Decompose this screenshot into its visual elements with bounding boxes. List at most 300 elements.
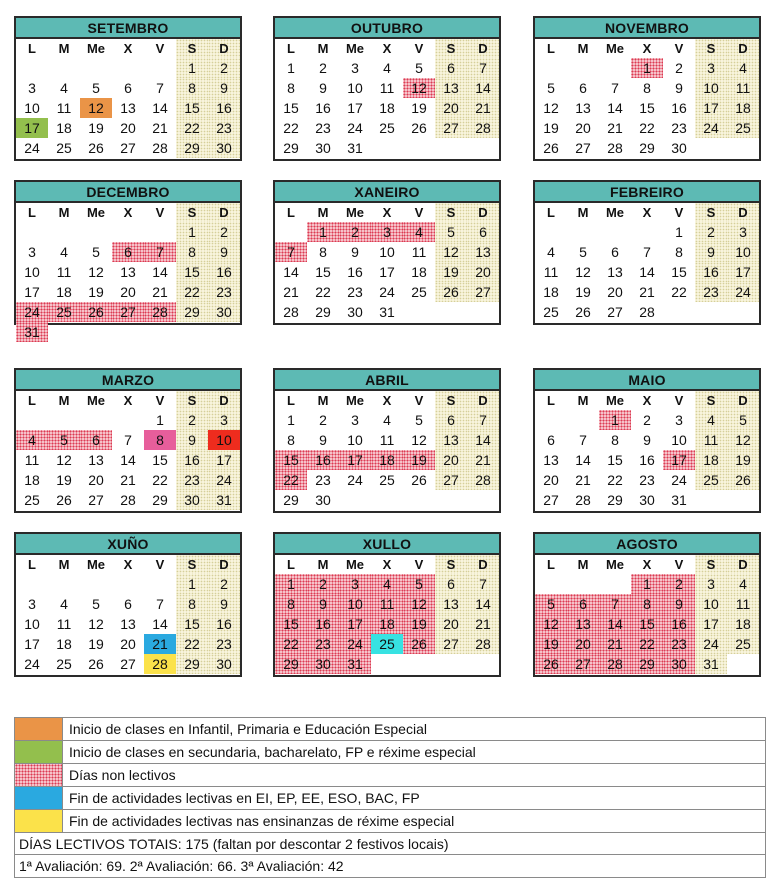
day-cell: 17	[339, 614, 371, 634]
day-cell: 26	[80, 302, 112, 322]
day-cell: 27	[120, 656, 136, 672]
day-cell: 22	[631, 634, 663, 654]
day-cell: 30	[347, 304, 363, 320]
weekday-label: D	[467, 203, 499, 222]
day-cell: 4	[547, 244, 555, 260]
day-cell: 22	[176, 118, 208, 138]
day-cell: 27	[607, 304, 623, 320]
day-cell: 28	[144, 654, 176, 674]
day-cell: 31	[347, 140, 363, 156]
day-cell: 19	[88, 636, 104, 652]
day-cell: 24	[727, 282, 759, 302]
day-cell: 24	[671, 472, 687, 488]
day-cell: 29	[176, 654, 208, 674]
day-cell: 9	[675, 80, 683, 96]
day-cell: 4	[383, 60, 391, 76]
weekday-label: L	[547, 41, 555, 56]
day-cell: 10	[24, 264, 40, 280]
weekday-label: M	[58, 557, 70, 572]
day-cell: 24	[24, 140, 40, 156]
day-cell: 30	[176, 490, 208, 510]
day-cell: 3	[675, 412, 683, 428]
day-cell: 3	[208, 410, 240, 430]
day-cell: 14	[467, 430, 499, 450]
weekday-label: L	[28, 393, 36, 408]
weekday-label: L	[547, 393, 555, 408]
weekday-label: Me	[345, 557, 365, 572]
day-cell: 11	[411, 244, 427, 260]
day-cell: 25	[48, 302, 80, 322]
day-cell: 14	[152, 264, 168, 280]
day-cell: 23	[176, 470, 208, 490]
day-cell: 7	[467, 410, 499, 430]
day-cell: 9	[319, 432, 327, 448]
legend-swatch-green	[15, 741, 63, 763]
day-cell: 25	[411, 284, 427, 300]
total-days-note: DÍAS LECTIVOS TOTAIS: 175 (faltan por descontar 2 festivos locais)	[15, 833, 765, 855]
empty-cell	[567, 58, 599, 78]
day-cell: 11	[379, 80, 395, 96]
day-cell: 2	[695, 222, 727, 242]
weekday-label: S	[435, 555, 467, 574]
month-novembro	[533, 16, 761, 161]
day-cell: 6	[547, 432, 555, 448]
day-cell: 8	[631, 594, 663, 614]
empty-cell	[112, 222, 144, 242]
empty-cell	[535, 410, 567, 430]
day-cell: 3	[695, 574, 727, 594]
day-cell: 18	[371, 450, 403, 470]
day-cell: 1	[631, 58, 663, 78]
weekday-label: X	[382, 557, 392, 572]
day-cell: 17	[208, 450, 240, 470]
day-cell: 25	[24, 492, 40, 508]
empty-cell	[16, 410, 48, 430]
weekday-label: M	[577, 205, 589, 220]
day-cell: 25	[56, 140, 72, 156]
weekday-label: D	[467, 39, 499, 58]
day-cell: 19	[535, 634, 567, 654]
day-cell: 9	[663, 594, 695, 614]
day-cell: 27	[543, 492, 559, 508]
month-title: NOVEMBRO	[535, 18, 759, 39]
day-cell: 23	[695, 282, 727, 302]
weekday-label: D	[208, 203, 240, 222]
day-cell: 24	[347, 120, 363, 136]
day-cell: 4	[16, 430, 48, 450]
day-cell: 2	[675, 60, 683, 76]
day-cell: 5	[727, 410, 759, 430]
day-cell: 26	[411, 120, 427, 136]
day-cell: 13	[607, 264, 623, 280]
weekday-label: M	[58, 205, 70, 220]
weekday-label: D	[208, 39, 240, 58]
month-title: OUTUBRO	[275, 18, 499, 39]
day-cell: 3	[727, 222, 759, 242]
weekday-label: L	[28, 205, 36, 220]
weekday-label: V	[155, 393, 165, 408]
legend-swatch-orange	[15, 718, 63, 740]
empty-cell	[112, 410, 144, 430]
month-title: XULLO	[275, 534, 499, 555]
day-cell: 22	[607, 472, 623, 488]
weekday-label: M	[317, 557, 329, 572]
legend-item	[15, 764, 765, 787]
day-cell: 2	[319, 412, 327, 428]
month-xaneiro	[273, 180, 501, 325]
day-cell: 24	[347, 472, 363, 488]
day-cell: 16	[639, 452, 655, 468]
legend-swatch-blue	[15, 787, 63, 809]
day-cell: 6	[467, 222, 499, 242]
day-cell: 21	[467, 450, 499, 470]
day-cell: 22	[315, 284, 331, 300]
empty-cell	[535, 58, 567, 78]
day-cell: 5	[48, 430, 80, 450]
weekday-label: V	[674, 41, 684, 56]
day-cell: 20	[88, 472, 104, 488]
day-cell: 18	[695, 450, 727, 470]
day-cell: 20	[435, 450, 467, 470]
weekday-label: X	[642, 41, 652, 56]
day-cell: 6	[567, 594, 599, 614]
month-abril	[273, 368, 501, 513]
day-cell: 2	[208, 58, 240, 78]
day-cell: 28	[599, 654, 631, 674]
day-cell: 29	[283, 140, 299, 156]
day-cell: 15	[671, 264, 687, 280]
legend-label: Días non lectivos	[69, 767, 176, 783]
day-cell: 20	[467, 262, 499, 282]
day-cell: 3	[28, 80, 36, 96]
day-cell: 14	[152, 616, 168, 632]
weekday-label: L	[547, 205, 555, 220]
day-cell: 15	[315, 264, 331, 280]
day-cell: 31	[379, 304, 395, 320]
day-cell: 19	[435, 262, 467, 282]
day-cell: 13	[435, 78, 467, 98]
day-cell: 17	[347, 100, 363, 116]
day-cell: 20	[435, 98, 467, 118]
day-cell: 12	[80, 98, 112, 118]
day-cell: 19	[543, 120, 559, 136]
legend-label: Inicio de clases en secundaria, bacharelato, FP e réxime especial	[69, 744, 476, 760]
day-cell: 31	[208, 490, 240, 510]
empty-cell	[567, 222, 599, 242]
day-cell: 21	[283, 284, 299, 300]
day-cell: 18	[727, 98, 759, 118]
day-cell: 18	[727, 614, 759, 634]
weekday-label: M	[317, 41, 329, 56]
weekday-label: V	[155, 41, 165, 56]
empty-cell	[535, 574, 567, 594]
weekday-label: V	[155, 205, 165, 220]
day-cell: 8	[287, 432, 295, 448]
weekday-label: X	[642, 205, 652, 220]
day-cell: 5	[92, 596, 100, 612]
day-cell: 17	[663, 450, 695, 470]
day-cell: 13	[467, 242, 499, 262]
day-cell: 9	[176, 430, 208, 450]
month-title: FEBREIRO	[535, 182, 759, 203]
weekday-label: D	[727, 203, 759, 222]
weekday-label: M	[577, 41, 589, 56]
day-cell: 7	[599, 594, 631, 614]
day-cell: 17	[727, 262, 759, 282]
weekday-label: S	[435, 39, 467, 58]
day-cell: 9	[208, 594, 240, 614]
day-cell: 14	[120, 452, 136, 468]
day-cell: 2	[307, 574, 339, 594]
day-cell: 28	[144, 302, 176, 322]
day-cell: 21	[575, 472, 591, 488]
day-cell: 8	[675, 244, 683, 260]
day-cell: 15	[639, 100, 655, 116]
weekday-label: M	[317, 393, 329, 408]
day-cell: 6	[435, 58, 467, 78]
day-cell: 30	[639, 492, 655, 508]
day-cell: 17	[16, 118, 48, 138]
day-cell: 21	[607, 120, 623, 136]
day-cell: 2	[643, 412, 651, 428]
day-cell: 23	[315, 472, 331, 488]
day-cell: 10	[727, 242, 759, 262]
day-cell: 6	[435, 574, 467, 594]
empty-cell	[535, 222, 567, 242]
day-cell: 13	[120, 264, 136, 280]
empty-cell	[16, 58, 48, 78]
day-cell: 4	[60, 244, 68, 260]
day-cell: 16	[208, 614, 240, 634]
weekday-label: S	[435, 391, 467, 410]
empty-cell	[112, 574, 144, 594]
month-title: SETEMBRO	[16, 18, 240, 39]
day-cell: 1	[275, 574, 307, 594]
month-title: MARZO	[16, 370, 240, 391]
day-cell: 15	[283, 100, 299, 116]
day-cell: 7	[144, 242, 176, 262]
weekday-label: Me	[605, 393, 625, 408]
day-cell: 26	[543, 140, 559, 156]
weekday-label: S	[176, 203, 208, 222]
day-cell: 23	[347, 284, 363, 300]
legend-item	[15, 787, 765, 810]
day-cell: 11	[543, 264, 559, 280]
day-cell: 4	[371, 574, 403, 594]
day-cell: 25	[371, 634, 403, 654]
weekday-label: V	[155, 557, 165, 572]
empty-cell	[599, 222, 631, 242]
day-cell: 28	[575, 492, 591, 508]
day-cell: 9	[695, 242, 727, 262]
day-cell: 22	[275, 470, 307, 490]
day-cell: 20	[575, 120, 591, 136]
day-cell: 15	[176, 98, 208, 118]
month-maio	[533, 368, 761, 513]
empty-cell	[48, 222, 80, 242]
day-cell: 17	[339, 450, 371, 470]
day-cell: 29	[639, 140, 655, 156]
weekday-label: V	[414, 205, 424, 220]
day-cell: 12	[727, 430, 759, 450]
day-cell: 21	[467, 614, 499, 634]
empty-cell	[144, 222, 176, 242]
day-cell: 16	[663, 614, 695, 634]
day-cell: 17	[24, 284, 40, 300]
day-cell: 27	[567, 654, 599, 674]
weekday-label: Me	[345, 205, 365, 220]
weekday-label: D	[208, 555, 240, 574]
day-cell: 12	[543, 100, 559, 116]
day-cell: 14	[607, 100, 623, 116]
weekday-label: V	[674, 393, 684, 408]
day-cell: 4	[383, 412, 391, 428]
day-cell: 7	[156, 596, 164, 612]
day-cell: 4	[60, 80, 68, 96]
day-cell: 5	[92, 80, 100, 96]
day-cell: 12	[535, 614, 567, 634]
day-cell: 3	[351, 412, 359, 428]
day-cell: 13	[543, 452, 559, 468]
day-cell: 29	[152, 492, 168, 508]
legend-label: Fin de actividades lectivas nas ensinanzas de réxime especial	[69, 813, 455, 829]
day-cell: 3	[339, 574, 371, 594]
day-cell: 9	[319, 80, 327, 96]
day-cell: 13	[88, 452, 104, 468]
day-cell: 3	[695, 58, 727, 78]
month-febreiro	[533, 180, 761, 325]
day-cell: 30	[315, 140, 331, 156]
day-cell: 11	[56, 100, 72, 116]
day-cell: 14	[599, 614, 631, 634]
day-cell: 10	[339, 594, 371, 614]
day-cell: 6	[435, 410, 467, 430]
day-cell: 23	[663, 634, 695, 654]
day-cell: 31	[339, 654, 371, 674]
empty-cell	[112, 58, 144, 78]
weekday-label: Me	[605, 205, 625, 220]
weekday-label: M	[58, 393, 70, 408]
day-cell: 14	[575, 452, 591, 468]
day-cell: 1	[675, 224, 683, 240]
legend-item	[15, 810, 765, 833]
day-cell: 13	[120, 100, 136, 116]
weekday-label: S	[176, 555, 208, 574]
weekday-label: S	[695, 39, 727, 58]
day-cell: 16	[208, 262, 240, 282]
day-cell: 10	[24, 616, 40, 632]
day-cell: 18	[56, 636, 72, 652]
day-cell: 28	[152, 140, 168, 156]
day-cell: 8	[176, 242, 208, 262]
day-cell: 29	[176, 302, 208, 322]
day-cell: 12	[88, 616, 104, 632]
day-cell: 20	[435, 614, 467, 634]
day-cell: 29	[631, 654, 663, 674]
day-cell: 16	[307, 614, 339, 634]
weekday-label: S	[695, 203, 727, 222]
day-cell: 12	[575, 264, 591, 280]
day-cell: 22	[176, 634, 208, 654]
day-cell: 31	[671, 492, 687, 508]
day-cell: 21	[152, 120, 168, 136]
day-cell: 14	[283, 264, 299, 280]
day-cell: 9	[208, 78, 240, 98]
day-cell: 5	[403, 574, 435, 594]
legend-swatch-dotted	[15, 764, 63, 786]
day-cell: 16	[307, 450, 339, 470]
month-xuño	[14, 532, 242, 677]
day-cell: 10	[379, 244, 395, 260]
day-cell: 6	[112, 242, 144, 262]
day-cell: 23	[307, 634, 339, 654]
day-cell: 27	[435, 118, 467, 138]
day-cell: 12	[56, 452, 72, 468]
day-cell: 25	[379, 120, 395, 136]
day-cell: 30	[208, 302, 240, 322]
day-cell: 26	[575, 304, 591, 320]
day-cell: 10	[671, 432, 687, 448]
weekday-label: D	[727, 39, 759, 58]
day-cell: 12	[403, 594, 435, 614]
weekday-label: S	[176, 391, 208, 410]
day-cell: 1	[176, 222, 208, 242]
day-cell: 18	[24, 472, 40, 488]
day-cell: 16	[176, 450, 208, 470]
day-cell: 21	[144, 634, 176, 654]
day-cell: 9	[307, 594, 339, 614]
weekday-label: L	[28, 41, 36, 56]
day-cell: 9	[208, 242, 240, 262]
day-cell: 3	[28, 244, 36, 260]
day-cell: 4	[60, 596, 68, 612]
day-cell: 1	[631, 574, 663, 594]
weekday-label: Me	[86, 557, 106, 572]
day-cell: 15	[275, 450, 307, 470]
day-cell: 18	[371, 614, 403, 634]
day-cell: 25	[379, 472, 395, 488]
day-cell: 2	[663, 574, 695, 594]
day-cell: 23	[208, 634, 240, 654]
day-cell: 11	[24, 452, 40, 468]
weekday-label: S	[695, 555, 727, 574]
day-cell: 11	[371, 594, 403, 614]
day-cell: 2	[208, 574, 240, 594]
weekday-label: X	[642, 393, 652, 408]
legend-label: Fin de actividades lectivas en EI, EP, EE, ESO, BAC, FP	[69, 790, 420, 806]
empty-cell	[80, 574, 112, 594]
day-cell: 7	[579, 432, 587, 448]
weekday-label: Me	[345, 393, 365, 408]
day-cell: 24	[208, 470, 240, 490]
day-cell: 27	[467, 282, 499, 302]
day-cell: 10	[208, 430, 240, 450]
day-cell: 17	[695, 98, 727, 118]
day-cell: 29	[176, 138, 208, 158]
day-cell: 19	[403, 450, 435, 470]
day-cell: 24	[16, 302, 48, 322]
weekday-label: M	[317, 205, 329, 220]
day-cell: 5	[535, 594, 567, 614]
weekday-label: Me	[86, 41, 106, 56]
weekday-label: V	[674, 205, 684, 220]
day-cell: 11	[56, 616, 72, 632]
empty-cell	[275, 222, 307, 242]
day-cell: 1	[176, 58, 208, 78]
day-cell: 25	[56, 656, 72, 672]
day-cell: 20	[120, 636, 136, 652]
day-cell: 7	[275, 242, 307, 262]
